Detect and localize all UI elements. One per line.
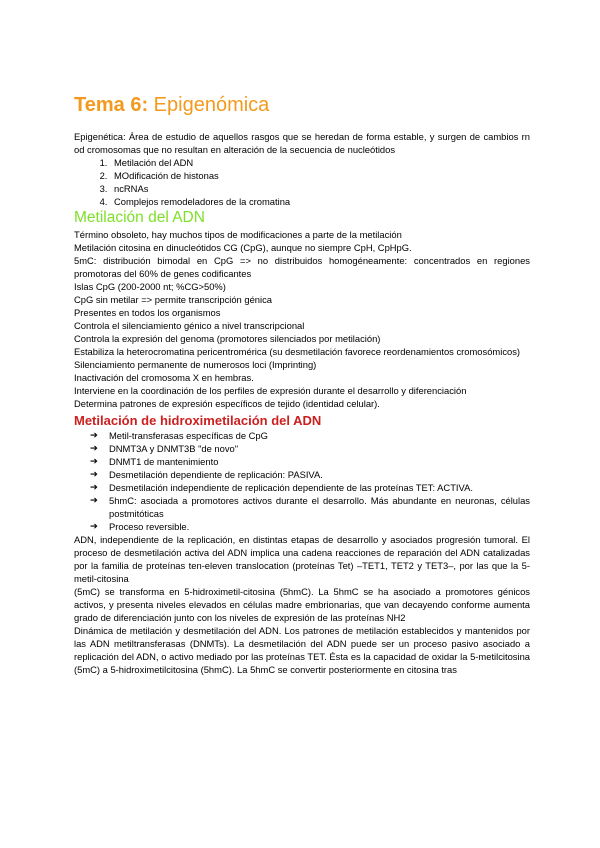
body-paragraph: ADN, independiente de la replicación, en distintas etapas de desarrollo y asociados progresión tumoral. El proceso de desmetilación activa del ADN implica una cadena reacciones de reparación del ADN catalizadas por la familia de proteínas ten-eleven translocation (proteínas Tet) –TET1, TET2 y TET3–, por las que la 5-metil-citosina xyxy=(74,534,530,584)
section-body-metilacion xyxy=(74,228,530,410)
text-line: 5mC: distribución bimodal en CpG => no distribuidos homogéneamente: concentrados en regiones promotoras del 60% de genes codificantes xyxy=(74,255,530,279)
arrow-list-item: ➔ DNMT3A y DNMT3B "de novo" xyxy=(90,443,239,454)
text-line: Presentes en todos los organismos xyxy=(74,307,221,318)
arrow-icon: ➔ xyxy=(90,430,98,441)
text-line: Islas CpG (200-2000 nt; %CG>50%) xyxy=(74,281,226,292)
section-heading-hidroximetilacion: Metilación de hidroximetilación del ADN xyxy=(74,413,322,428)
arrow-list xyxy=(74,429,530,533)
arrow-icon: ➔ xyxy=(90,443,98,454)
arrow-icon: ➔ xyxy=(90,482,98,493)
text-line: Interviene en la coordinación de los perfiles de expresión durante el desarrollo y diferenciación xyxy=(74,385,467,396)
text-line: Metilación citosina en dinucleótidos CG (CpG), aunque no siempre CpH, CpHpG. xyxy=(74,242,412,253)
body-paragraph: (5mC) se transforma en 5-hidroximetil-citosina (5hmC). La 5hmC se ha asociado a promotores génicos activos, y presenta niveles elevados en células madre embrionarias, que van decayendo conforme aumenta grado de diferenciación junto con los niveles de expresión de las proteínas NH2 xyxy=(74,586,530,623)
arrow-list-item: ➔ Proceso reversible. xyxy=(90,521,190,532)
text-line: Término obsoleto, hay muchos tipos de modificaciones a parte de la metilación xyxy=(74,229,402,240)
intro-list-item: 4. Complejos remodeladores de la cromatina xyxy=(110,195,530,208)
text-line: CpG sin metilar => permite transcripción génica xyxy=(74,294,273,305)
intro-list-item: 2. MOdificación de histonas xyxy=(110,169,530,182)
arrow-list-item: ➔ Metil-transferasas específicas de CpG xyxy=(90,430,268,441)
document-page xyxy=(74,92,530,676)
intro-paragraph: Epigenética: Área de estudio de aquellos rasgos que se heredan de forma estable, y surgen de cambios rn od cromosomas que no resultan en alteración de la secuencia de nucleótidos xyxy=(74,131,530,155)
text-line: Estabiliza la heterocromatina pericentromérica (su desmetilación favorece reordenamientos cromosómicos) xyxy=(74,346,521,357)
text-line: Determina patrones de expresión específicos de tejido (identidad celular). xyxy=(74,398,380,409)
arrow-icon: ➔ xyxy=(90,495,98,506)
intro-list-item: 3. ncRNAs xyxy=(110,182,530,195)
intro-list xyxy=(74,156,530,208)
body-paragraph: Dinámica de metilación y desmetilación del ADN. Los patrones de metilación establecidos y mantenidos por las ADN metiltransferasas (DNMTs). La desmetilación del ADN puede ser un proceso pasivo asociado a replicación del ADN, o activo mediado por las proteínas TET. Ésta es la capacidad de oxidar la 5-metilcitosina (5mC) a 5-hidroximetilcitosina (5hmC). La 5hmC se convertir posteriormente en citosina tras xyxy=(74,625,530,675)
text-line: Silenciamiento permanente de numerosos loci (Imprinting) xyxy=(74,359,317,370)
arrow-list-item: ➔ DNMT1 de mantenimiento xyxy=(90,456,219,467)
text-line: Inactivación del cromosoma X en hembras. xyxy=(74,372,254,383)
arrow-list-item: ➔ 5hmC: asociada a promotores activos durante el desarrollo. Más abundante en neuronas, células postmitóticas xyxy=(90,495,530,519)
arrow-icon: ➔ xyxy=(90,456,98,467)
title-number: Tema 6: xyxy=(74,94,149,116)
intro-list-item: 1. Metilación del ADN xyxy=(110,156,530,169)
arrow-icon: ➔ xyxy=(90,469,98,480)
page-title xyxy=(74,92,530,118)
text-line: Controla el silenciamiento génico a nivel transcripcional xyxy=(74,320,305,331)
title-name: Epigenómica xyxy=(153,94,270,116)
section-heading-metilacion: Metilación del ADN xyxy=(74,209,205,226)
arrow-icon: ➔ xyxy=(90,521,98,532)
text-line: Controla la expresión del genoma (promotores silenciados por metilación) xyxy=(74,333,381,344)
arrow-list-item: ➔ Desmetilación independiente de replicación dependiente de las proteínas TET: ACTIVA. xyxy=(90,482,473,493)
arrow-list-item: ➔ Desmetilación dependiente de replicación: PASIVA. xyxy=(90,469,323,480)
